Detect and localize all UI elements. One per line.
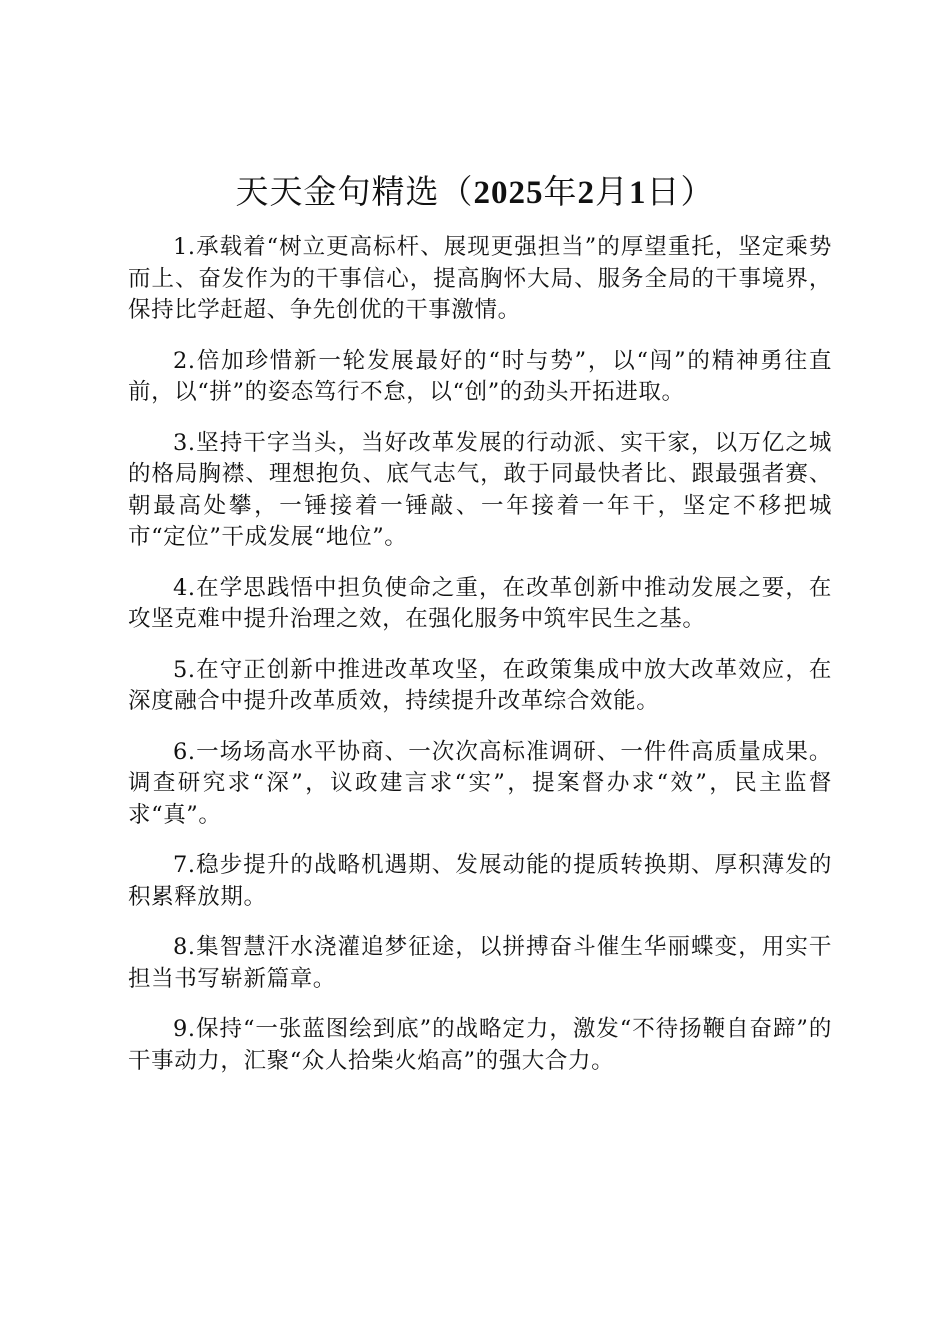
- quote-paragraph-3: 3.坚持干字当头，当好改革发展的行动派、实干家，以万亿之城的格局胸襟、理想抱负、底气志气，敢于同最快者比、跟最强者赛、朝最高处攀，一锤接着一锤敲、一年接着一年干，坚定不移把城市“定位”干成发展“地位”。: [128, 429, 832, 550]
- title-suffix: 日）: [646, 172, 715, 211]
- title-year-unit: 年: [543, 172, 578, 211]
- quote-paragraph-7: 7.稳步提升的战略机遇期、发展动能的提质转换期、厚积薄发的积累释放期。: [128, 852, 832, 910]
- quote-paragraph-1: 1.承载着“树立更高标杆、展现更强担当”的厚望重托，坚定乘势而上、奋发作为的干事信心，提高胸怀大局、服务全局的干事境界，保持比学赶超、争先创优的干事激情。: [128, 234, 832, 323]
- page-title: [0, 170, 950, 215]
- quote-paragraph-9: 9.保持“一张蓝图绘到底”的战略定力，激发“不待扬鞭自奋蹄”的干事动力，汇聚“众人拾柴火焰高”的强大合力。: [128, 1016, 832, 1074]
- title-year: 2025: [473, 175, 544, 211]
- quote-paragraph-6: 6.一场场高水平协商、一次次高标准调研、一件件高质量成果。调查研究求“深”，议政建言求“实”，提案督办求“效”，民主监督求“真”。: [128, 738, 832, 828]
- quote-paragraph-4: 4.在学思践悟中担负使命之重，在改革创新中推动发展之要，在攻坚克难中提升治理之效，在强化服务中筑牢民生之基。: [128, 574, 832, 632]
- title-prefix: 天天金句精选（: [235, 172, 474, 211]
- quote-paragraph-5: 5.在守正创新中推进改革攻坚，在政策集成中放大改革效应，在深度融合中提升改革质效，持续提升改革综合效能。: [128, 656, 832, 714]
- quote-paragraph-8: 8.集智慧汗水浇灌追梦征途，以拼搏奋斗催生华丽蝶变，用实干担当书写崭新篇章。: [128, 934, 832, 992]
- quote-paragraph-2: 2.倍加珍惜新一轮发展最好的“时与势”，以“闯”的精神勇往直前，以“拼”的姿态笃行不怠，以“创”的劲头开拓进取。: [128, 347, 832, 405]
- title-day: 1: [629, 175, 647, 211]
- title-month: 2: [577, 175, 595, 211]
- title-month-unit: 月: [595, 172, 629, 211]
- quote-list: [128, 232, 832, 1096]
